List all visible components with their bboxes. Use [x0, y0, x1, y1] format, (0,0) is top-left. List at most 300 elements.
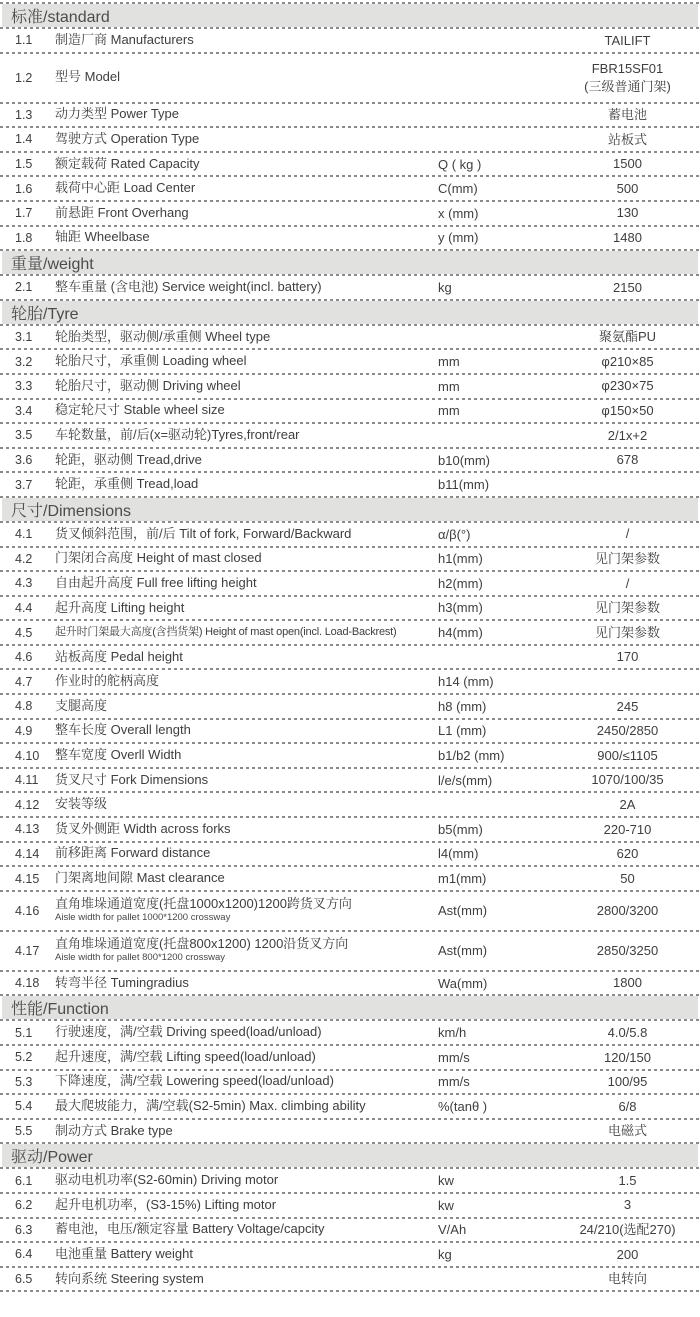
row-value: [555, 722, 700, 740]
row-value-text: 1.5: [618, 1172, 637, 1188]
row-unit-symbol: L1 (mm): [438, 723, 487, 739]
row-description: [55, 181, 438, 196]
row-unit-symbol: C(mm): [438, 181, 478, 197]
row-value: [555, 1122, 700, 1140]
row-description: [55, 937, 438, 964]
row-unit-symbol: Wa(mm): [438, 975, 488, 991]
row-value: [555, 204, 700, 222]
row-description-text: 起升电机功率，(S3-15%) Lifting motor: [55, 1196, 277, 1212]
row-description-text: 货叉尺寸 Fork Dimensions: [55, 771, 209, 787]
row-number: 1.7: [15, 206, 33, 221]
row-value: [555, 229, 700, 247]
row-value: [555, 1221, 700, 1239]
table-row: [0, 793, 700, 816]
table-row: [0, 1071, 700, 1094]
row-description-text: 起升速度，满/空载 Lifting speed(load/unload): [55, 1048, 316, 1064]
row-value-text: 200: [616, 1246, 639, 1262]
row-description-text: 轴距 Wheelbase: [55, 229, 150, 245]
row-value: [555, 1049, 700, 1067]
row-value: [555, 1246, 700, 1264]
row-value: [555, 155, 700, 173]
row-number: 4.6: [15, 650, 33, 665]
row-unit-symbol: l/e/s(mm): [438, 772, 493, 788]
row-description: [55, 206, 438, 221]
table-row: [0, 597, 700, 620]
row-unit-symbol: l4(mm): [438, 846, 479, 862]
row-description-text: 整车重量 (含电池) Service weight(incl. battery): [55, 278, 322, 294]
row-value: [555, 1172, 700, 1190]
row-number: 4.12: [15, 797, 40, 812]
row-value-text: 蓄电池: [607, 107, 647, 123]
row-description: [55, 897, 438, 924]
row-value: [555, 624, 700, 642]
row-description: [55, 428, 438, 443]
section-header: 驱动/Power: [2, 1144, 698, 1167]
table-row: [0, 621, 700, 644]
table-row: [0, 670, 700, 693]
row-value: [555, 575, 700, 593]
row-description-subtext: Aisle width for pallet 800*1200 crossway: [55, 952, 226, 964]
row-description: [55, 846, 438, 861]
row-description: [55, 330, 438, 345]
row-description-text: 前悬距 Front Overhang: [55, 204, 189, 220]
row-unit-symbol: kw: [438, 1173, 454, 1189]
row-number: 4.2: [15, 551, 33, 566]
row-description-text: 驾驶方式 Operation Type: [55, 131, 200, 147]
row-unit-symbol: b1/b2 (mm): [438, 748, 505, 764]
row-value-text: φ230×75: [601, 378, 654, 394]
row-description-text: 作业时的舵柄高度: [55, 673, 160, 689]
row-value-text: 620: [616, 846, 639, 862]
row-description: [55, 70, 438, 85]
table-row: [0, 867, 700, 890]
row-description-text: 蓄电池，电压/额定容量 Battery Voltage/capcity: [55, 1221, 325, 1237]
table-row: [0, 54, 700, 102]
row-value-text: 站板式: [607, 131, 647, 147]
row-unit-symbol: b11(mm): [438, 477, 490, 493]
row-description-text: 直角堆垛通道宽度(托盘1000x1200)1200跨货叉方向: [55, 896, 352, 912]
row-unit-symbol: mm/s: [438, 1049, 470, 1065]
row-value: [555, 870, 700, 888]
table-row: [0, 646, 700, 669]
row-value-text: 见门架参数: [594, 551, 660, 567]
row-description-text: 稳定轮尺寸 Stable wheel size: [55, 402, 225, 418]
row-number: 6.2: [15, 1198, 33, 1213]
row-value-text: 678: [616, 452, 639, 468]
row-description: [55, 551, 438, 566]
table-row: [0, 818, 700, 841]
table-row: [0, 744, 700, 767]
table-row: [0, 202, 700, 225]
row-unit-symbol: h2(mm): [438, 575, 483, 591]
row-number: 6.5: [15, 1272, 33, 1287]
row-unit-symbol: h1(mm): [438, 551, 483, 567]
row-number: 4.14: [15, 846, 40, 861]
table-row: [0, 153, 700, 176]
row-number: 1.8: [15, 230, 33, 245]
row-description: [55, 1124, 438, 1139]
row-number: 3.1: [15, 330, 33, 345]
table-row: [0, 326, 700, 349]
row-value-text: 2A: [619, 796, 636, 812]
row-description: [55, 1173, 438, 1188]
section-header: 性能/Function: [2, 996, 698, 1019]
section-header: 重量/weight: [2, 251, 698, 274]
row-value-text: /: [625, 575, 630, 591]
row-value-text: 900/≤1105: [597, 747, 658, 763]
row-description-text: 轮距，承重侧 Tread,load: [55, 476, 199, 492]
table-row: [0, 29, 700, 52]
row-value-text: 电转向: [607, 1271, 647, 1287]
row-description: [55, 379, 438, 394]
row-unit-symbol: Q ( kg ): [438, 156, 482, 172]
table-row: [0, 128, 700, 151]
row-number: 1.5: [15, 157, 33, 172]
table-row: [0, 1268, 700, 1291]
row-value-text: 1500: [613, 156, 642, 172]
row-value: [555, 771, 700, 789]
row-number: 4.4: [15, 600, 33, 615]
row-number: 4.16: [15, 903, 40, 918]
row-description-text: 动力类型 Power Type: [55, 106, 180, 122]
row-number: 4.1: [15, 527, 33, 542]
row-value: [555, 525, 700, 543]
table-row: [0, 1194, 700, 1217]
row-description: [55, 871, 438, 886]
row-value-text: 聚氨酯PU: [598, 329, 657, 345]
row-value-text: 2450/2850: [596, 723, 659, 739]
row-value: [555, 1270, 700, 1288]
table-row: [0, 449, 700, 472]
row-description: [55, 1247, 438, 1262]
row-value: [555, 845, 700, 863]
row-value: [555, 106, 700, 124]
row-description-text: 支腿高度: [55, 697, 108, 713]
row-description: [55, 280, 438, 295]
table-row: [0, 1120, 700, 1143]
row-number: 1.1: [15, 33, 33, 48]
row-value-text: 1800: [613, 975, 642, 991]
row-unit-symbol: mm: [438, 354, 460, 370]
row-number: 4.9: [15, 723, 33, 738]
row-description: [55, 576, 438, 591]
row-number: 4.3: [15, 576, 33, 591]
row-value: [555, 131, 700, 149]
table-row: [0, 523, 700, 546]
row-unit-symbol: mm/s: [438, 1074, 470, 1090]
row-description-text: 门架离地间隙 Mast clearance: [55, 870, 225, 886]
row-value: [555, 698, 700, 716]
row-value: [555, 377, 700, 395]
row-value-text: /: [625, 526, 630, 542]
row-value-text: FBR15SF01: [591, 61, 664, 77]
row-number: 5.5: [15, 1124, 33, 1139]
row-description-text: 车轮数量，前/后(x=驱动轮)Tyres,front/rear: [55, 426, 300, 442]
table-row: [0, 350, 700, 373]
row-value: [555, 1073, 700, 1091]
row-value-text: 电磁式: [607, 1123, 647, 1139]
row-number: 4.17: [15, 943, 40, 958]
row-number: 3.4: [15, 403, 33, 418]
row-number: 4.15: [15, 871, 40, 886]
row-value: [555, 974, 700, 992]
row-number: 4.11: [15, 773, 39, 788]
row-separator: [0, 1290, 700, 1292]
row-description-text: 制动方式 Brake type: [55, 1122, 173, 1138]
table-row: [0, 932, 700, 970]
row-unit-symbol: y (mm): [438, 230, 479, 246]
row-description-text: 自由起升高度 Full free lifting height: [55, 574, 257, 590]
table-row: [0, 1095, 700, 1118]
row-value: [555, 60, 700, 95]
row-description-text: 起升高度 Lifting height: [55, 599, 185, 615]
row-number: 2.1: [15, 280, 33, 295]
row-description: [55, 453, 438, 468]
row-description: [55, 674, 438, 689]
row-number: 4.18: [15, 976, 40, 991]
row-value-text: 2800/3200: [596, 903, 659, 919]
row-unit-symbol: kg: [438, 1246, 452, 1262]
table-row: [0, 375, 700, 398]
row-value-text: 2/1x+2: [607, 427, 648, 443]
row-value-text: 500: [616, 180, 639, 196]
row-unit-symbol: h4(mm): [438, 625, 483, 641]
row-description-text: 转弯半径 Tumingradius: [55, 974, 189, 990]
row-number: 4.7: [15, 674, 33, 689]
row-unit-symbol: α/β(°): [438, 526, 471, 542]
row-value: [555, 550, 700, 568]
row-value: [555, 821, 700, 839]
row-unit-symbol: kw: [438, 1197, 454, 1213]
row-unit-symbol: mm: [438, 378, 460, 394]
section-header: 标准/standard: [2, 4, 698, 27]
row-number: 1.3: [15, 107, 33, 122]
row-unit-symbol: km/h: [438, 1025, 467, 1041]
row-description-text: 电池重量 Battery weight: [55, 1245, 193, 1261]
row-value: [555, 648, 700, 666]
row-description-text: 整车宽度 Overll Width: [55, 747, 182, 763]
row-description: [55, 626, 438, 639]
row-unit-symbol: Ast(mm): [438, 943, 488, 959]
row-description-text: 驱动电机功率(S2-60min) Driving motor: [55, 1172, 279, 1188]
table-row: [0, 276, 700, 299]
row-description: [55, 132, 438, 147]
row-number: 6.3: [15, 1222, 33, 1237]
row-value-text: φ210×85: [601, 353, 654, 369]
row-value-text: 3: [623, 1197, 632, 1213]
row-number: 6.1: [15, 1173, 33, 1188]
row-number: 4.8: [15, 699, 33, 714]
row-description: [55, 1050, 438, 1065]
row-unit-symbol: x (mm): [438, 205, 479, 221]
row-description: [55, 477, 438, 492]
row-description: [55, 1272, 438, 1287]
row-description: [55, 1025, 438, 1040]
row-unit-symbol: %(tanθ ): [438, 1098, 488, 1114]
row-description: [55, 773, 438, 788]
row-number: 3.5: [15, 428, 33, 443]
table-row: [0, 473, 700, 496]
row-number: 3.3: [15, 379, 33, 394]
row-unit-symbol: h3(mm): [438, 600, 483, 616]
table-row: [0, 843, 700, 866]
row-description: [55, 1222, 438, 1237]
row-value: [555, 747, 700, 765]
row-unit-symbol: kg: [438, 279, 452, 295]
section-header: 轮胎/Tyre: [2, 301, 698, 324]
table-row: [0, 572, 700, 595]
row-unit-symbol: mm: [438, 403, 460, 419]
row-description-text: 制造厂商 Manufacturers: [55, 31, 194, 47]
row-description-text: 最大爬坡能力，满/空载(S2-5min) Max. climbing ability: [55, 1098, 366, 1114]
row-unit-symbol: V/Ah: [438, 1222, 467, 1238]
table-row: [0, 1169, 700, 1192]
row-value-text: TAILIFT: [604, 32, 651, 48]
row-value-text: 24/210(选配270): [579, 1222, 676, 1238]
row-value: [555, 353, 700, 371]
row-description-text: 直角堆垛通道宽度(托盘800x1200) 1200沿货叉方向: [55, 936, 349, 952]
row-value-text: 4.0/5.8: [607, 1024, 648, 1040]
row-unit-symbol: h8 (mm): [438, 698, 487, 714]
row-value: [555, 180, 700, 198]
row-description: [55, 1099, 438, 1114]
row-number: 5.3: [15, 1074, 33, 1089]
row-value-text: φ150×50: [601, 403, 654, 419]
row-value-text: 120/150: [604, 1049, 651, 1065]
table-row: [0, 104, 700, 127]
row-number: 5.4: [15, 1099, 33, 1114]
row-description: [55, 797, 438, 812]
row-description-text: 行驶速度，满/空载 Driving speed(load/unload): [55, 1024, 322, 1040]
table-row: [0, 400, 700, 423]
row-description: [55, 699, 438, 714]
row-value: [555, 427, 700, 445]
table-row: [0, 1021, 700, 1044]
row-value: [555, 1196, 700, 1214]
row-number: 4.13: [15, 822, 40, 837]
table-row: [0, 548, 700, 571]
row-description: [55, 1198, 438, 1213]
row-description-text: 额定载荷 Rated Capacity: [55, 155, 200, 171]
row-description-text: 型号 Model: [55, 69, 121, 85]
row-description-text: 安装等级: [55, 796, 108, 812]
row-description: [55, 822, 438, 837]
row-unit-symbol: h14 (mm): [438, 674, 494, 690]
row-value-text: 50: [620, 870, 635, 886]
section-header: 尺寸/Dimensions: [2, 498, 698, 521]
table-row: [0, 1243, 700, 1266]
row-value-text: 2850/3250: [596, 943, 659, 959]
table-row: [0, 1046, 700, 1069]
row-number: 5.1: [15, 1025, 33, 1040]
row-value-text: 1070/100/35: [591, 772, 664, 788]
row-description: [55, 748, 438, 763]
row-description-text: 门架闭合高度 Height of mast closed: [55, 550, 262, 566]
row-number: 3.2: [15, 354, 33, 369]
row-description-text: 轮胎尺寸，驱动侧 Driving wheel: [55, 377, 241, 393]
row-value-text: 见门架参数: [594, 624, 660, 640]
row-value-text: 245: [616, 698, 639, 714]
row-value: [555, 1098, 700, 1116]
row-description-text: 转向系统 Steering system: [55, 1270, 204, 1286]
row-number: 3.7: [15, 477, 33, 492]
row-description: [55, 527, 438, 542]
table-row: [0, 177, 700, 200]
row-unit-symbol: b5(mm): [438, 821, 483, 837]
row-number: 1.4: [15, 132, 33, 147]
row-description-text: 轮胎类型，驱动侧/承重侧 Wheel type: [55, 328, 271, 344]
row-description: [55, 976, 438, 991]
row-unit-symbol: m1(mm): [438, 871, 487, 887]
row-description-text: 整车长度 Overall length: [55, 722, 191, 738]
row-description: [55, 1074, 438, 1089]
row-number: 1.6: [15, 181, 33, 196]
row-value-text: 130: [616, 205, 639, 221]
row-description: [55, 723, 438, 738]
row-number: 4.10: [15, 748, 40, 763]
row-value: [555, 942, 700, 960]
row-number: 1.2: [15, 70, 33, 85]
table-row: [0, 720, 700, 743]
row-description: [55, 107, 438, 122]
row-description-text: 起升时门架最大高度(含挡货架) Height of mast open(incl. Load-Backrest): [55, 626, 397, 639]
row-unit-symbol: Ast(mm): [438, 903, 488, 919]
row-description-text: 站板高度 Pedal height: [55, 648, 183, 664]
row-description-text: 货叉外侧距 Width across forks: [55, 820, 231, 836]
row-value-text: 100/95: [607, 1074, 648, 1090]
row-description-text: 载荷中心距 Load Center: [55, 180, 196, 196]
row-value-text: 见门架参数: [594, 600, 660, 616]
row-description: [55, 403, 438, 418]
table-row: [0, 769, 700, 792]
row-description-text: 前移距离 Forward distance: [55, 845, 211, 861]
row-description: [55, 33, 438, 48]
row-description: [55, 157, 438, 172]
row-description-subtext: Aisle width for pallet 1000*1200 crossway: [55, 912, 231, 924]
row-value-text: 1480: [613, 230, 642, 246]
row-description: [55, 601, 438, 616]
row-unit-symbol: b10(mm): [438, 452, 491, 468]
row-description-text: 轮胎尺寸，承重侧 Loading wheel: [55, 353, 247, 369]
row-value-text: 220-710: [603, 821, 652, 837]
row-value: [555, 402, 700, 420]
row-value-text-line2: (三级普通门架): [584, 78, 671, 94]
row-number: 5.2: [15, 1050, 33, 1065]
row-description-text: 货叉倾斜范围，前/后 Tilt of fork, Forward/Backward: [55, 525, 352, 541]
table-row: [0, 227, 700, 250]
row-description-text: 轮距，驱动侧 Tread,drive: [55, 451, 202, 467]
row-description: [55, 230, 438, 245]
table-row: [0, 424, 700, 447]
row-value: [555, 1024, 700, 1042]
row-value: [555, 328, 700, 346]
table-row: [0, 1219, 700, 1242]
row-description: [55, 354, 438, 369]
row-description-text: 下降速度，满/空载 Lowering speed(load/unload): [55, 1073, 334, 1089]
row-value-text: 6/8: [618, 1098, 637, 1114]
row-value: [555, 451, 700, 469]
row-value: [555, 902, 700, 920]
row-value-text: 170: [616, 649, 639, 665]
row-value: [555, 279, 700, 297]
table-row: [0, 695, 700, 718]
row-value: [555, 796, 700, 814]
table-row: [0, 972, 700, 995]
row-number: 6.4: [15, 1247, 33, 1262]
row-value: [555, 599, 700, 617]
row-number: 3.6: [15, 453, 33, 468]
row-number: 4.5: [15, 625, 33, 640]
